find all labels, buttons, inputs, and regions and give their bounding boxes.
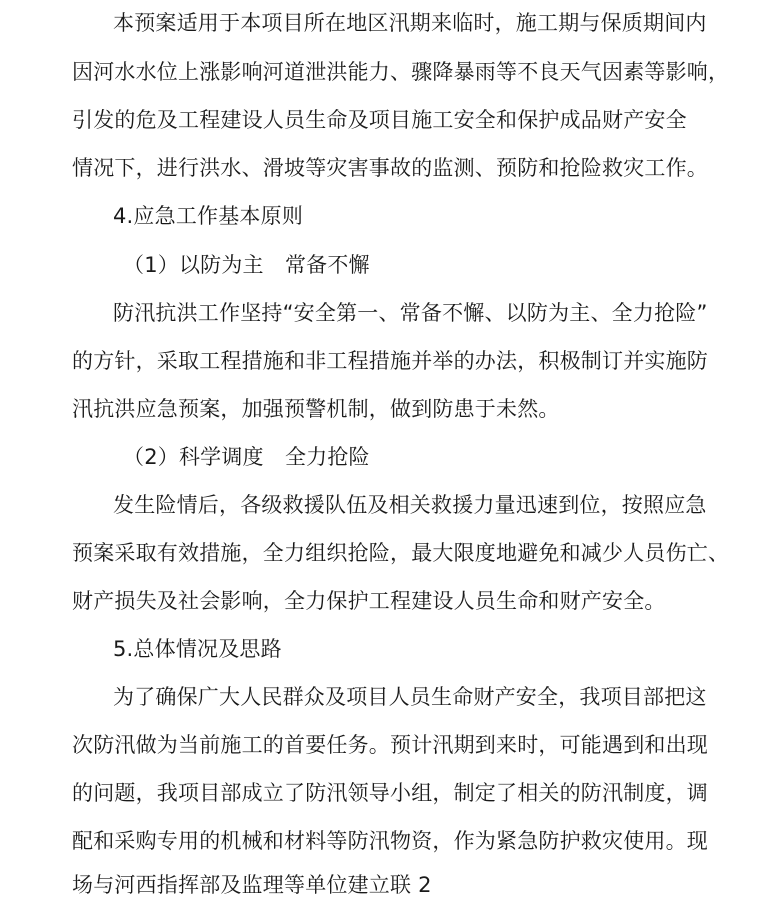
paragraph-scope-line-2: 因河水水位上涨影响河道泄洪能力、骤降暴雨等不良天气因素等影响， bbox=[72, 60, 730, 84]
paragraph-principle2-line-1: 发生险情后，各级救援队伍及相关救援力量迅速到位，按照应急 bbox=[113, 493, 707, 517]
paragraph-principle1-line-1: 防汛抗洪工作坚持“安全第一、常备不懈、以防为主、全力抢险” bbox=[113, 301, 708, 325]
paragraph-overview-line-5: 场与河西指挥部及监理等单位建立联 2 bbox=[72, 873, 432, 897]
paragraph-principle2-line-2: 预案采取有效措施，全力组织抢险，最大限度地避免和减少人员伤亡、 bbox=[72, 541, 730, 565]
section-heading-4: 4.应急工作基本原则 bbox=[113, 204, 304, 228]
paragraph-overview-line-1: 为了确保广大人民群众及项目人员生命财产安全，我项目部把这 bbox=[113, 685, 707, 709]
subheading-2: （2）科学调度 全力抢险 bbox=[123, 445, 370, 469]
paragraph-scope-line-1: 本预案适用于本项目所在地区汛期来临时，施工期与保质期间内 bbox=[113, 11, 707, 35]
subheading-1: （1）以防为主 常备不懈 bbox=[123, 253, 370, 277]
paragraph-principle1-line-2: 的方针，采取工程措施和非工程措施并举的办法，积极制订并实施防 bbox=[72, 349, 708, 373]
paragraph-scope-line-3: 引发的危及工程建设人员生命及项目施工安全和保护成品财产安全 bbox=[72, 108, 687, 132]
paragraph-scope-line-4: 情况下，进行洪水、滑坡等灾害事故的监测、预防和抢险救灾工作。 bbox=[72, 156, 708, 180]
paragraph-overview-line-3: 的问题，我项目部成立了防汛领导小组，制定了相关的防汛制度，调 bbox=[72, 781, 708, 805]
section-heading-5: 5.总体情况及思路 bbox=[113, 637, 282, 661]
paragraph-principle1-line-3: 汛抗洪应急预案，加强预警机制，做到防患于未然。 bbox=[72, 397, 560, 421]
paragraph-overview-line-2: 次防汛做为当前施工的首要任务。预计汛期到来时，可能遇到和出现 bbox=[72, 733, 708, 757]
paragraph-principle2-line-3: 财产损失及社会影响，全力保护工程建设人员生命和财产安全。 bbox=[72, 589, 666, 613]
paragraph-overview-line-4: 配和采购专用的机械和材料等防汛物资，作为紧急防护救灾使用。现 bbox=[72, 829, 708, 853]
